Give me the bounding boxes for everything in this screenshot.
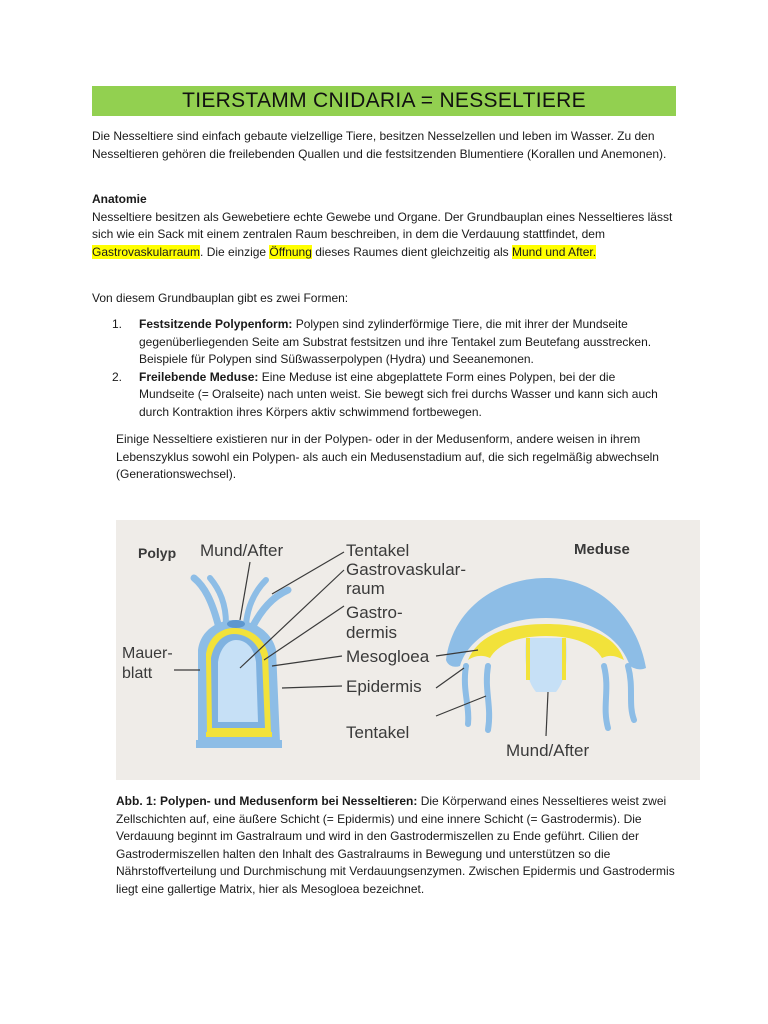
label-epidermis: Epidermis bbox=[346, 677, 422, 696]
figure-caption bbox=[116, 793, 682, 898]
page-title: TIERSTAMM CNIDARIA = NESSELTIERE bbox=[182, 89, 586, 112]
anatomy-heading: Anatomie bbox=[92, 192, 147, 206]
polyp-cavity bbox=[218, 640, 258, 722]
label-gastrovaskular-1: Gastrovaskular- bbox=[346, 560, 466, 579]
list-item bbox=[112, 316, 668, 369]
list-item-text: Polypen sind zylinderförmige Tiere, die mit ihrer der Mundseite gegenüberliegenden Seite am Substrat festsitzen und ihre Tentakel zum Beutefang ausstrecken. Beispiele für Polypen sind Süßwasserpolypen (Hydra) und Seeanemonen. bbox=[139, 317, 652, 366]
list-item-number: 1. bbox=[112, 317, 123, 331]
list-item-term: Freilebende Meduse: bbox=[139, 369, 259, 384]
anatomy-figure bbox=[116, 520, 700, 780]
label-mund-after-top: Mund/After bbox=[200, 541, 284, 560]
list-item bbox=[112, 369, 668, 422]
anatomy-text-mid: . Die einzige bbox=[200, 244, 270, 259]
label-mesogloea: Mesogloea bbox=[346, 647, 430, 666]
label-mund-after-bottom: Mund/After bbox=[506, 741, 590, 760]
highlight-oeffnung: Öffnung bbox=[269, 244, 312, 259]
caption-text: Die Körperwand eines Nesseltieres weist zwei Zellschichten auf, eine äußere Schicht (= Epidermis) und eine innere Schicht (= Gastrodermis). Die Verdauung beginnt im Gastralraum und wird in den Gastrodermiszellen zu Ende geführt. Cilien der Gastrodermiszellen halten den Inhalt des Gastralraums in Bewegung und unterstützen so die Nährstoffverteilung und Durchmischung mit Verdauungsenzymen. Zwischen Epidermis und Gastrodermis liegt eine gallertige Matrix, hier als Mesogloea bezeichnet. bbox=[116, 794, 675, 896]
label-mauer-1: Mauer- bbox=[122, 645, 173, 662]
label-gastrovaskular-2: raum bbox=[346, 579, 385, 598]
label-tentakel-bottom: Tentakel bbox=[346, 723, 410, 742]
polyp-meduse-diagram bbox=[116, 520, 700, 780]
meduse-manubrium bbox=[525, 638, 566, 692]
meduse-tentacle bbox=[465, 666, 468, 724]
polyp-base bbox=[196, 740, 282, 748]
list-item-term: Festsitzende Polypenform: bbox=[139, 317, 293, 331]
list-item-number: 2. bbox=[112, 369, 123, 384]
label-gastrodermis-2: dermis bbox=[346, 623, 398, 642]
anatomy-section bbox=[92, 191, 682, 261]
polyp-base-mesogloea bbox=[206, 732, 272, 737]
label-tentakel-top: Tentakel bbox=[346, 541, 410, 560]
forms-list bbox=[92, 316, 668, 421]
label-polyp: Polyp bbox=[138, 545, 177, 561]
highlight-gastrovaskularraum: Gastrovaskularraum bbox=[92, 244, 201, 259]
intro-paragraph: Die Nesseltiere sind einfach gebaute vielzellige Tiere, besitzen Nesselzellen und leben im Wasser. Zu den Nesseltieren gehören die freilebenden Quallen und die festsitzenden Blumentiere (Korallen und Anemonen). bbox=[92, 129, 667, 161]
title-bar bbox=[92, 86, 676, 116]
label-gastrodermis-1: Gastro- bbox=[346, 603, 403, 622]
caption-label: Abb. 1: Polypen- und Medusenform bei Nesseltieren: bbox=[116, 794, 418, 808]
label-mauer-2: blatt bbox=[122, 665, 153, 682]
meduse-tentacle bbox=[487, 666, 489, 730]
lifecycle-paragraph: Einige Nesseltiere existieren nur in der Polypen- oder in der Medusenform, andere weisen in ihrem Lebenszyklus sowohl ein Polypen- als auch ein Medusenstadium auf, die sich regelmäßig abwechseln (Generationswechsel). bbox=[116, 432, 659, 481]
polyp-mouth bbox=[227, 620, 245, 628]
label-meduse: Meduse bbox=[574, 541, 630, 558]
list-item-text: Eine Meduse ist eine abgeplattete Form eines Polypen, bei der die Mundseite (= Oralseite) nach unten weist. Sie bewegt sich frei durchs Wasser und kann sich auch durch Kontraktion ihres Körpers aktiv schwimmend fortbewegen. bbox=[139, 369, 658, 419]
meduse-tentacle bbox=[604, 666, 608, 728]
anatomy-text-before: Nesseltiere besitzen als Gewebetiere echte Gewebe und Organe. Der Grundbauplan eines Nesseltieres lässt sich wie ein Sack mit einem zentralen Raum beschreiben, in dem die Verdauung stattfindet, dem bbox=[92, 209, 673, 241]
highlight-mund-after: Mund und After. bbox=[512, 244, 597, 259]
anatomy-text-after: dieses Raumes dient gleichzeitig als bbox=[311, 244, 513, 259]
forms-intro: Von diesem Grundbauplan gibt es zwei Formen: bbox=[92, 291, 349, 305]
